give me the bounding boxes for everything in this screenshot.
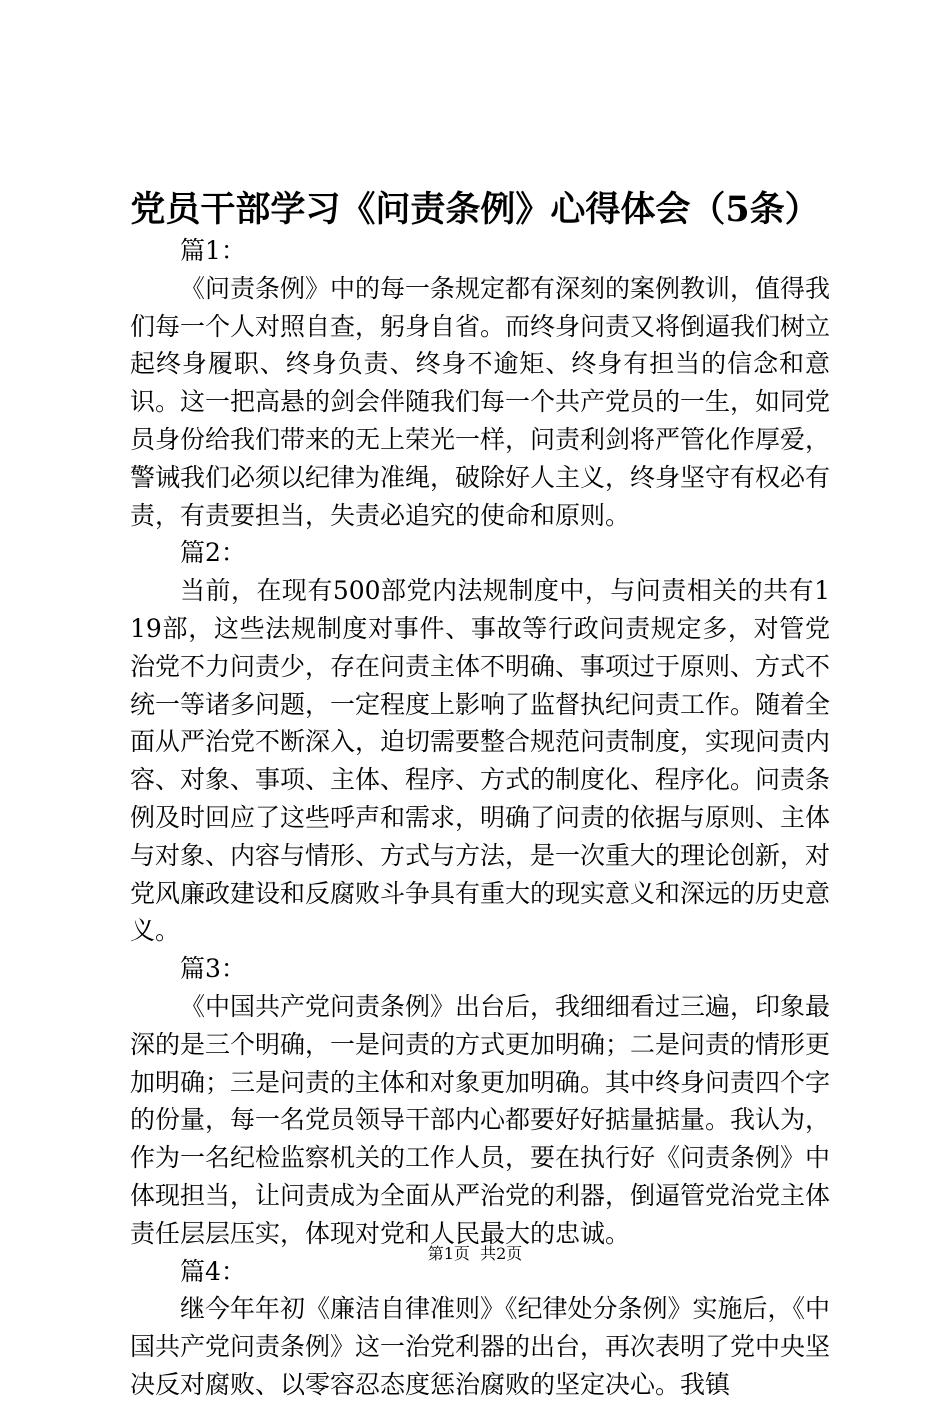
section-paragraph-2: 当前，在现有500部党内法规制度中，与问责相关的共有119部，这些法规制度对事件、事故等行政问责规定多，对管党治党不力问责少，存在问责主体不明确、事项过于原则、方式不统一等诸多问题，一定程度上影响了监督执纪问责工作。随着全面从严治党不断深入，迫切需要整合规范问责制度，实现问责内容、对象、事项、主体、程序、方式的制度化、程序化。问责条例及时回应了这些呼声和需求，明确了问责的依据与原则、主体与对象、内容与情形、方式与方法，是一次重大的理论创新，对党风廉政建设和反腐败斗争具有重大的现实意义和深远的历史意义。 (130, 576, 831, 946)
section-heading-2: 篇2： (180, 538, 246, 568)
section-paragraph-4: 继今年年初《廉洁自律准则》《纪律处分条例》实施后，《中国共产党问责条例》这一治党利器的出台，再次表明了党中央坚决反对腐败、以零容忍态度惩治腐败的坚定决心。我镇 (130, 1294, 831, 1399)
section-heading-4: 篇4： (180, 1256, 246, 1286)
section-paragraph-3: 《中国共产党问责条例》出台后，我细细看过三遍，印象最深的是三个明确，一是问责的方式更加明确；二是问责的情形更加明确；三是问责的主体和对象更加明确。其中终身问责四个字的份量，每一名党员领导干部内心都要好好掂量掂量。我认为，作为一名纪检监察机关的工作人员，要在执行好《问责条例》中体现担当，让问责成为全面从严治党的利器，倒逼管党治党主体责任层层压实，体现对党和人民最大的忠诚。 (130, 991, 831, 1248)
section-heading-3: 篇3： (180, 954, 246, 984)
section-heading-1: 篇1： (180, 236, 246, 265)
document-body (130, 232, 830, 1404)
document-title: 党员干部学习《问责条例》心得体会（5条） (130, 189, 820, 230)
section-paragraph-1: 《问责条例》中的每一条规定都有深刻的案例教训，值得我们每一个人对照自查，躬身自省。而终身问责又将倒逼我们树立起终身履职、终身负责、终身不逾矩、终身有担当的信念和意识。这一把高悬的剑会伴随我们每一个共产党员的一生，如同党员身份给我们带来的无上荣光一样，问责利剑将严管化作厚爱，警诫我们必须以纪律为准绳，破除好人主义，终身坚守有权必有责，有责要担当，失责必追究的使命和原则。 (130, 273, 831, 530)
page-indicator: 第1页 共2页 (427, 1244, 523, 1263)
